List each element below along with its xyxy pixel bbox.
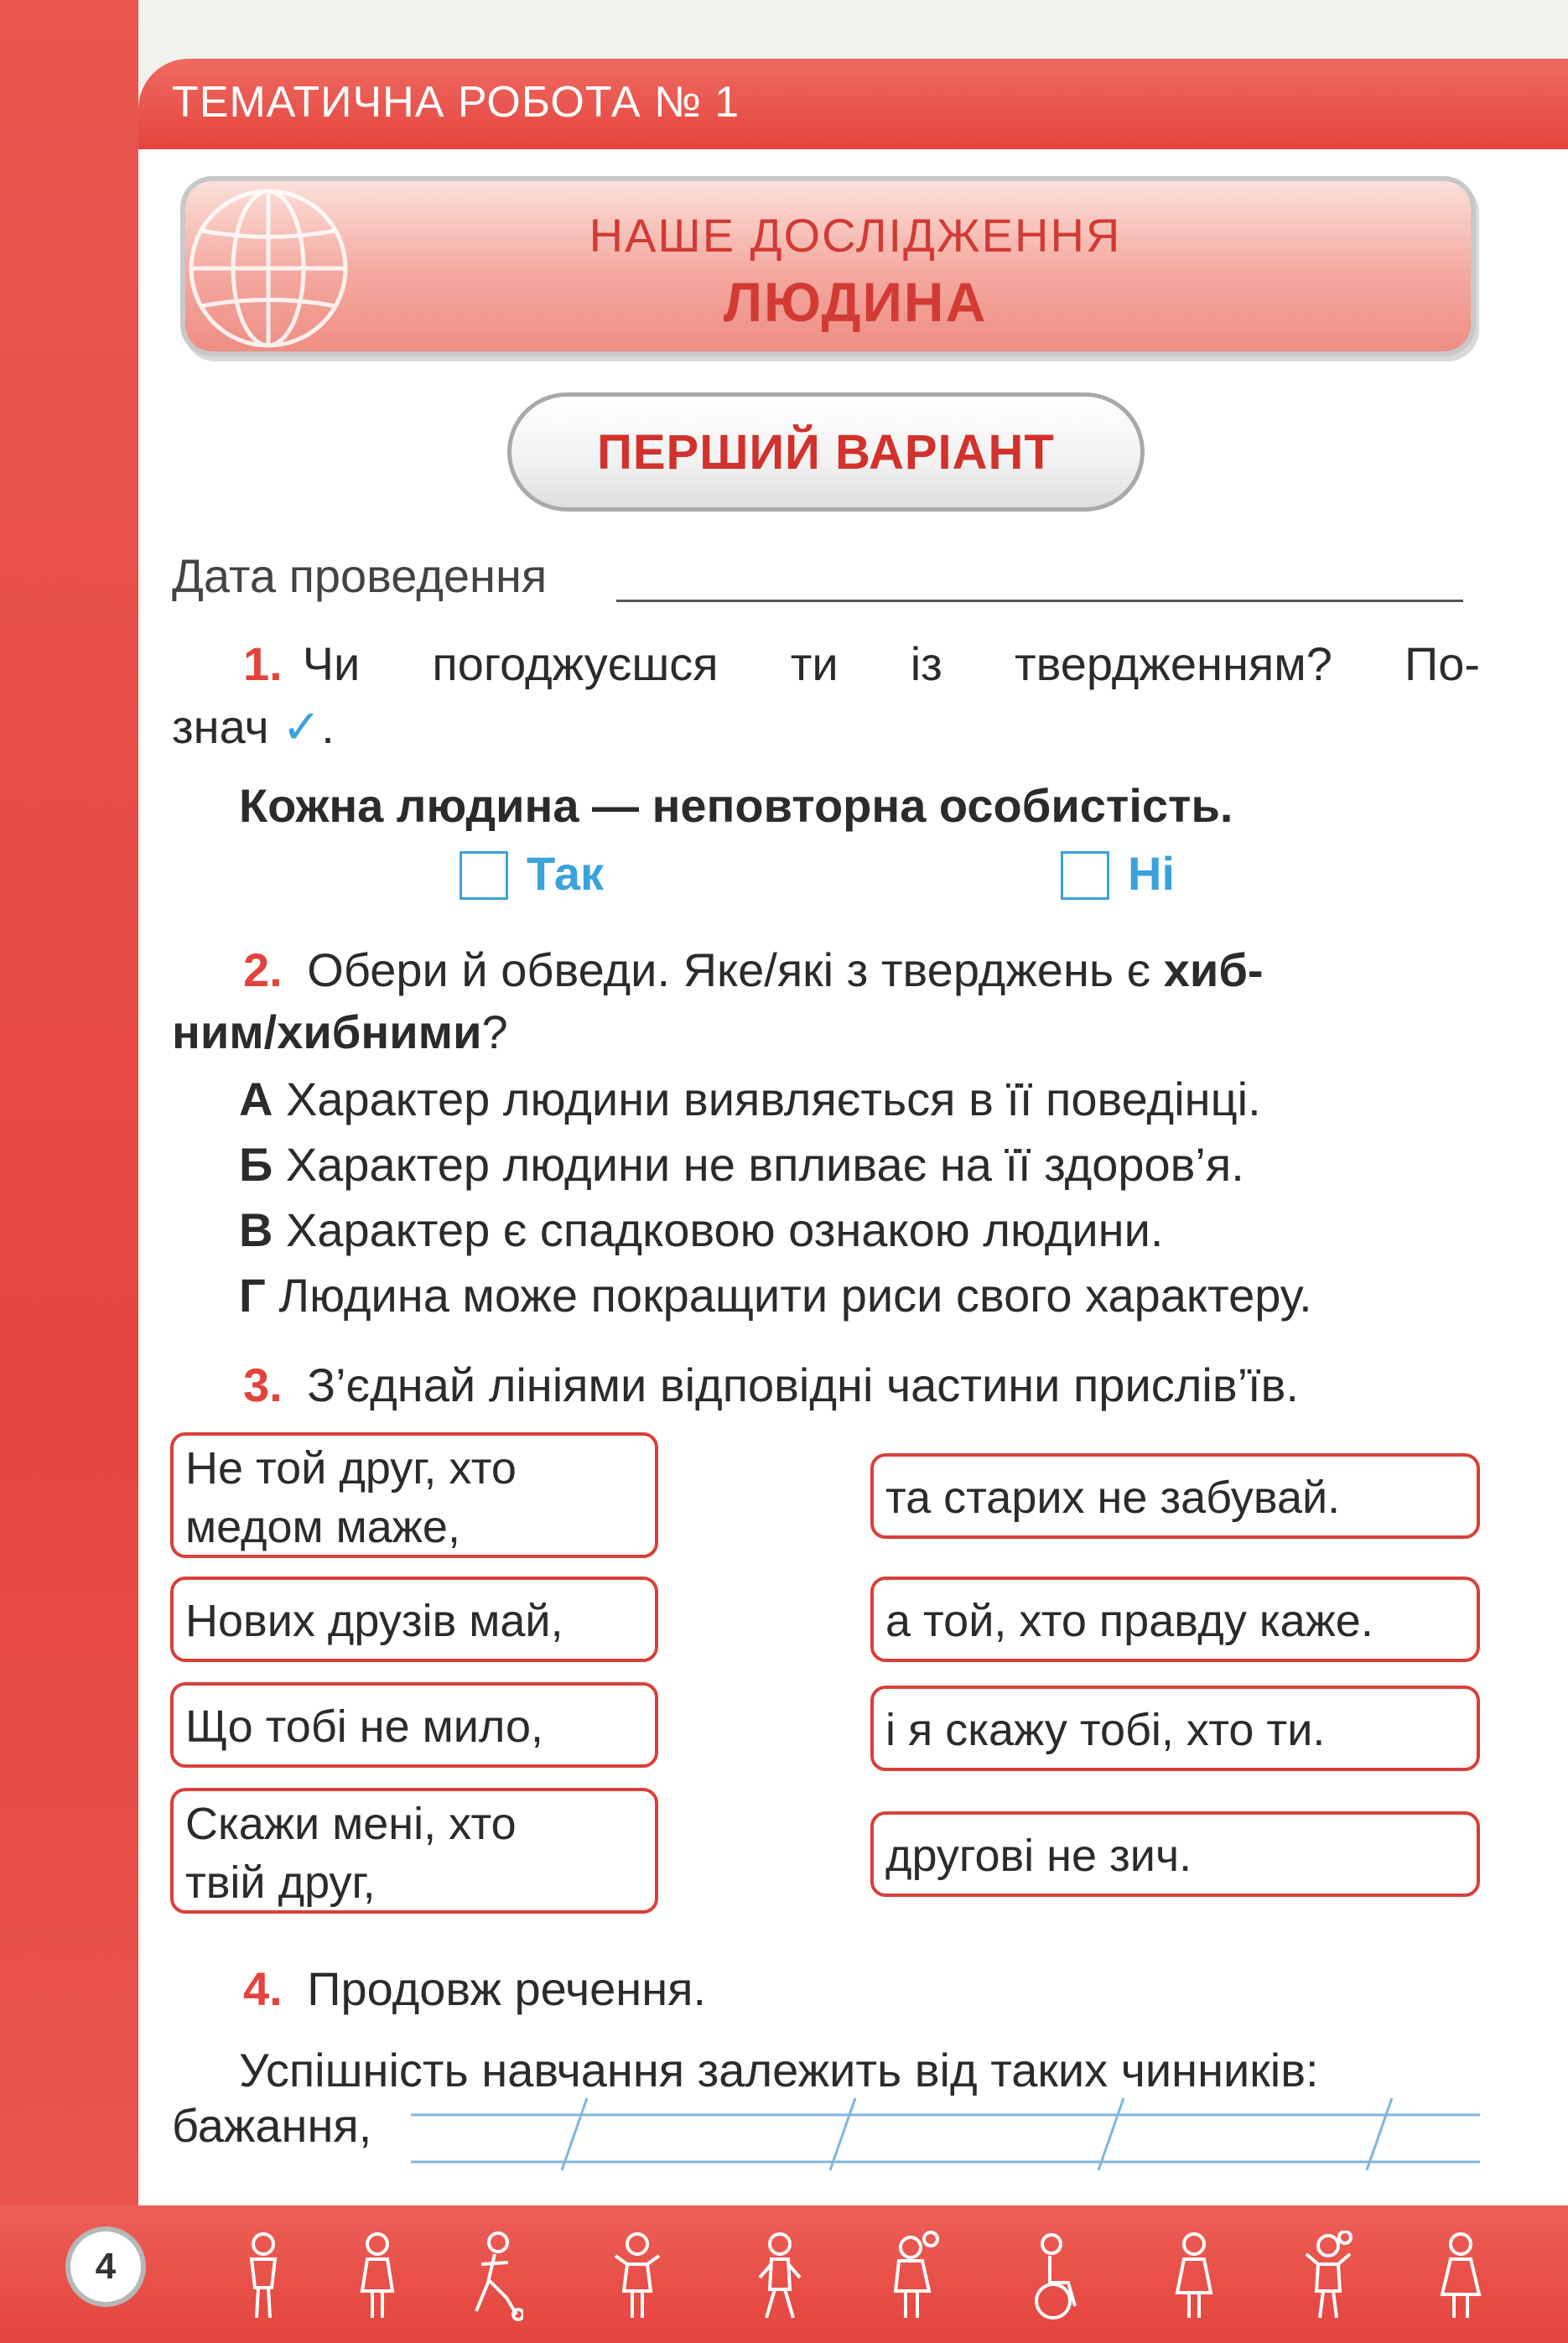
kid-figure-icon <box>610 2231 664 2323</box>
option-yes-label: Так <box>527 847 604 900</box>
page-number: 4 <box>65 2226 146 2307</box>
task1-text-line1: Чи погоджуєшся ти із твердженням? По- <box>302 637 1480 690</box>
task2-item-v[interactable] <box>239 1199 1163 1261</box>
task2-line1 <box>243 939 1264 1001</box>
task4-line <box>243 1958 706 2020</box>
task1-period: . <box>321 700 335 753</box>
proverb-right-3[interactable] <box>870 1686 1480 1771</box>
kid-figure-icon <box>236 2231 290 2323</box>
task4-text: Продовж речення. <box>307 1962 707 2015</box>
proverb-left-4[interactable] <box>170 1788 658 1914</box>
proverb-right-4[interactable] <box>870 1811 1480 1897</box>
kid-figure-icon <box>350 2231 404 2323</box>
task1-text-line2: знач <box>172 700 269 753</box>
check-mark-icon: ✓ <box>282 700 322 753</box>
item-letter: А <box>239 1073 273 1125</box>
proverb-left-4-line1: Скажи мені, хто <box>185 1799 517 1849</box>
item-letter: В <box>239 1203 273 1256</box>
kid-figure-icon <box>753 2231 807 2323</box>
task2-number: 2. <box>243 943 283 996</box>
writing-lines[interactable] <box>411 2096 1480 2172</box>
task4-sentence: Успішність навчання залежить від таких чинників: <box>239 2044 1319 2096</box>
task2-item-a[interactable] <box>239 1068 1261 1130</box>
task2-text2-b: ? <box>481 1005 508 1058</box>
option-no-label: Ні <box>1128 847 1175 900</box>
item-text: Характер людини виявляється в її поведінці. <box>286 1073 1261 1125</box>
task1-number: 1. <box>243 637 283 690</box>
kid-figure-icon <box>1167 2231 1221 2323</box>
proverb-left-2-line1: Нових друзів май, <box>185 1596 563 1646</box>
task2-text2-a: ним/хибними <box>172 1005 482 1058</box>
proverb-left-3-line1: Що тобі не мило, <box>185 1701 544 1752</box>
task4-start: бажання, <box>172 2099 372 2152</box>
kid-figure-icon <box>887 2231 941 2323</box>
kid-figure-icon <box>470 2231 523 2323</box>
task2-text-a: Обери й обведи. Яке/які з тверджень є <box>307 943 1164 996</box>
variant-pill: ПЕРШИЙ ВАРІАНТ <box>507 392 1145 512</box>
item-text: Характер є спадковою ознакою людини. <box>286 1203 1164 1256</box>
kid-figure-icon <box>1434 2231 1488 2323</box>
task2-line2 <box>172 1001 508 1063</box>
proverb-right-4-text: другові не зич. <box>885 1831 1192 1881</box>
task2-item-b[interactable] <box>239 1134 1244 1196</box>
proverb-right-1-text: та старих не забувай. <box>885 1473 1341 1523</box>
task1-line2 <box>172 696 335 758</box>
proverb-left-2[interactable] <box>170 1577 658 1662</box>
proverb-right-3-text: і я скажу тобі, хто ти. <box>885 1705 1326 1755</box>
task2-text-b: хиб- <box>1163 943 1264 996</box>
task4-number: 4. <box>243 1962 283 2015</box>
banner-subtitle: НАШЕ ДОСЛІДЖЕННЯ <box>589 209 1122 262</box>
task3-line <box>243 1354 1299 1416</box>
checkbox-no[interactable] <box>1061 851 1109 900</box>
checkbox-yes[interactable] <box>459 851 508 900</box>
task3-number: 3. <box>243 1359 283 1411</box>
proverb-right-1[interactable] <box>870 1453 1480 1539</box>
globe-icon <box>180 176 398 356</box>
task1-statement: Кожна людина — неповторна особистість. <box>239 779 1233 832</box>
item-letter: Б <box>239 1138 273 1191</box>
proverb-left-1-line1: Не той друг, хто <box>185 1443 517 1494</box>
left-color-strip <box>0 0 138 2343</box>
date-input-line[interactable] <box>616 600 1463 602</box>
kid-figure-icon <box>1301 2231 1355 2323</box>
task3-text: З’єднай лініями відповідні частини прислів’їв. <box>307 1359 1299 1411</box>
page-header-title: ТЕМАТИЧНА РОБОТА № 1 <box>172 78 740 127</box>
proverb-left-4-line2: твій друг, <box>185 1857 376 1908</box>
banner-title: ЛЮДИНА <box>723 271 988 333</box>
proverb-left-1[interactable] <box>170 1432 658 1558</box>
item-text: Людина може покращити риси свого характеру. <box>278 1269 1312 1322</box>
task1-line1 <box>243 633 1480 695</box>
proverb-left-1-line2: медом маже, <box>185 1502 460 1552</box>
proverb-left-3[interactable] <box>170 1682 658 1768</box>
proverb-right-2-text: а той, хто правду каже. <box>885 1596 1373 1646</box>
date-label: Дата проведення <box>172 549 548 602</box>
task2-item-g[interactable] <box>239 1265 1312 1327</box>
proverb-right-2[interactable] <box>870 1577 1480 1662</box>
item-text: Характер людини не впливає на її здоров’я. <box>285 1138 1244 1191</box>
item-letter: Г <box>239 1269 266 1322</box>
wheelchair-icon <box>1030 2231 1083 2323</box>
